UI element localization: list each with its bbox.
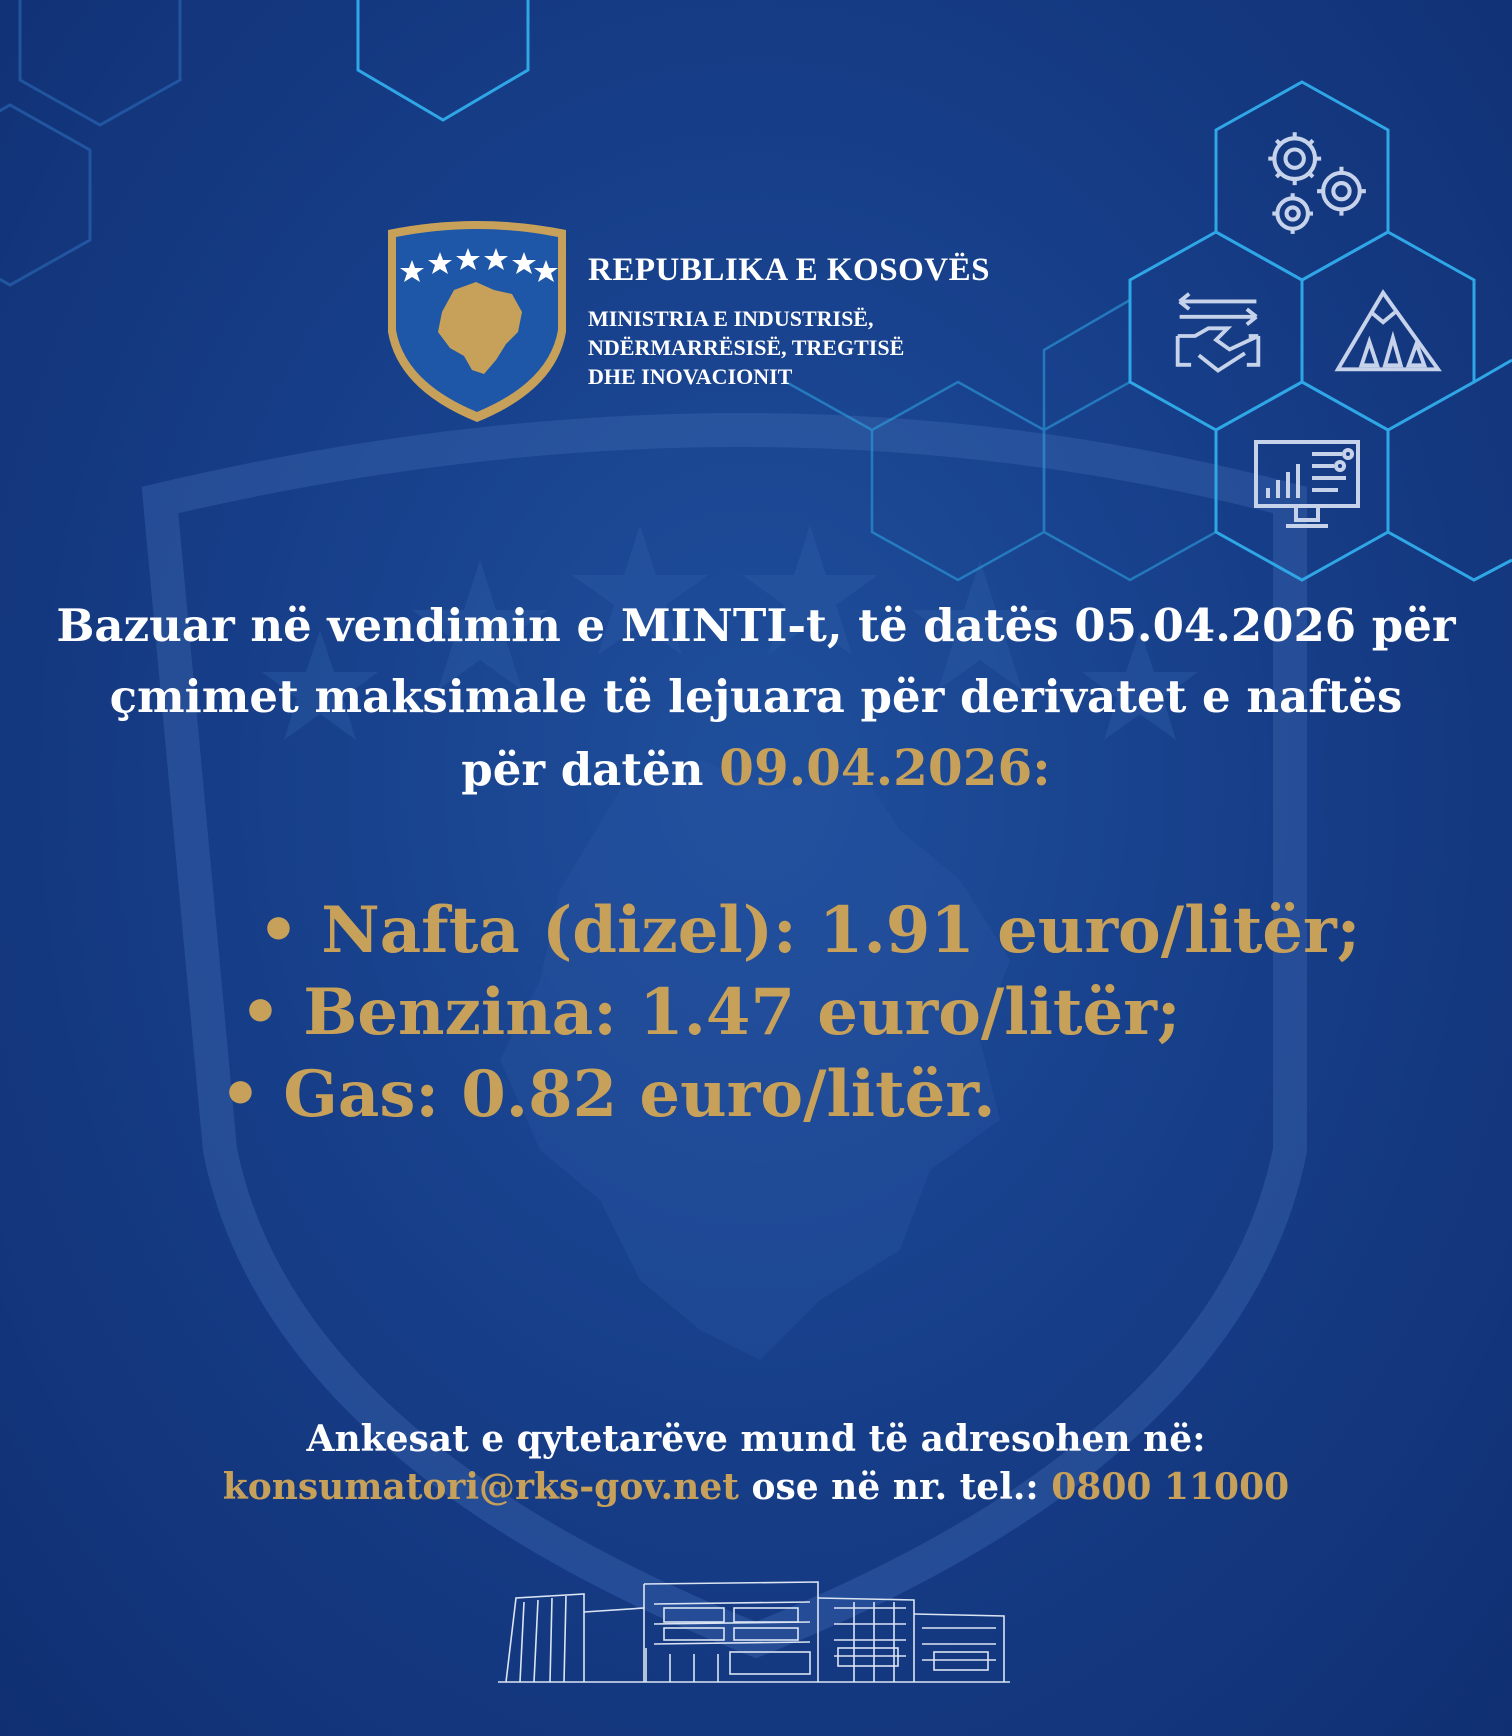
- ministry-line-1: MINISTRIA E INDUSTRISË,: [588, 306, 874, 331]
- ministry-header: [384, 220, 1024, 420]
- ministry-line-2: NDËRMARRËSISË, TREGTISË: [588, 335, 905, 360]
- intro-line-3: [0, 732, 1512, 805]
- gears-icon: [1252, 120, 1374, 242]
- intro-line-2: çmimet maksimale të lejuara për derivatet e naftës: [109, 670, 1403, 723]
- intro-date-prefix: për datën: [461, 743, 720, 796]
- republic-title: REPUBLIKA E KOSOVËS: [588, 252, 990, 288]
- building-illustration: [494, 1578, 1014, 1686]
- ministry-line-3: DHE INOVACIONIT: [588, 364, 793, 389]
- contact-middle-text: ose në nr. tel.:: [738, 1466, 1052, 1508]
- contact-email-link[interactable]: konsumatori@rks-gov.net: [222, 1466, 739, 1508]
- announcement-intro: [0, 590, 1512, 805]
- contact-line: [0, 1463, 1512, 1511]
- complaints-footer: [0, 1415, 1512, 1511]
- contact-phone[interactable]: 0800 11000: [1051, 1466, 1290, 1508]
- price-diesel: • Nafta (dizel): 1.91 euro/litër;: [258, 893, 1361, 968]
- monitor-chart-icon: [1252, 434, 1362, 538]
- intro-line-1: Bazuar në vendimin e MINTI-t, të datës 05.04.2026 për: [56, 599, 1456, 652]
- ministry-name: [588, 304, 904, 391]
- effective-date: 09.04.2026:: [719, 738, 1051, 797]
- price-gasoline: • Benzina: 1.47 euro/litër;: [240, 975, 1181, 1050]
- kosovo-crest-logo: [384, 220, 570, 424]
- price-gas: • Gas: 0.82 euro/litër.: [220, 1057, 996, 1132]
- complaints-line: Ankesat e qytetarëve mund të adresohen në:: [306, 1418, 1206, 1460]
- handshake-icon: [1170, 288, 1266, 384]
- mountains-icon: [1334, 286, 1442, 376]
